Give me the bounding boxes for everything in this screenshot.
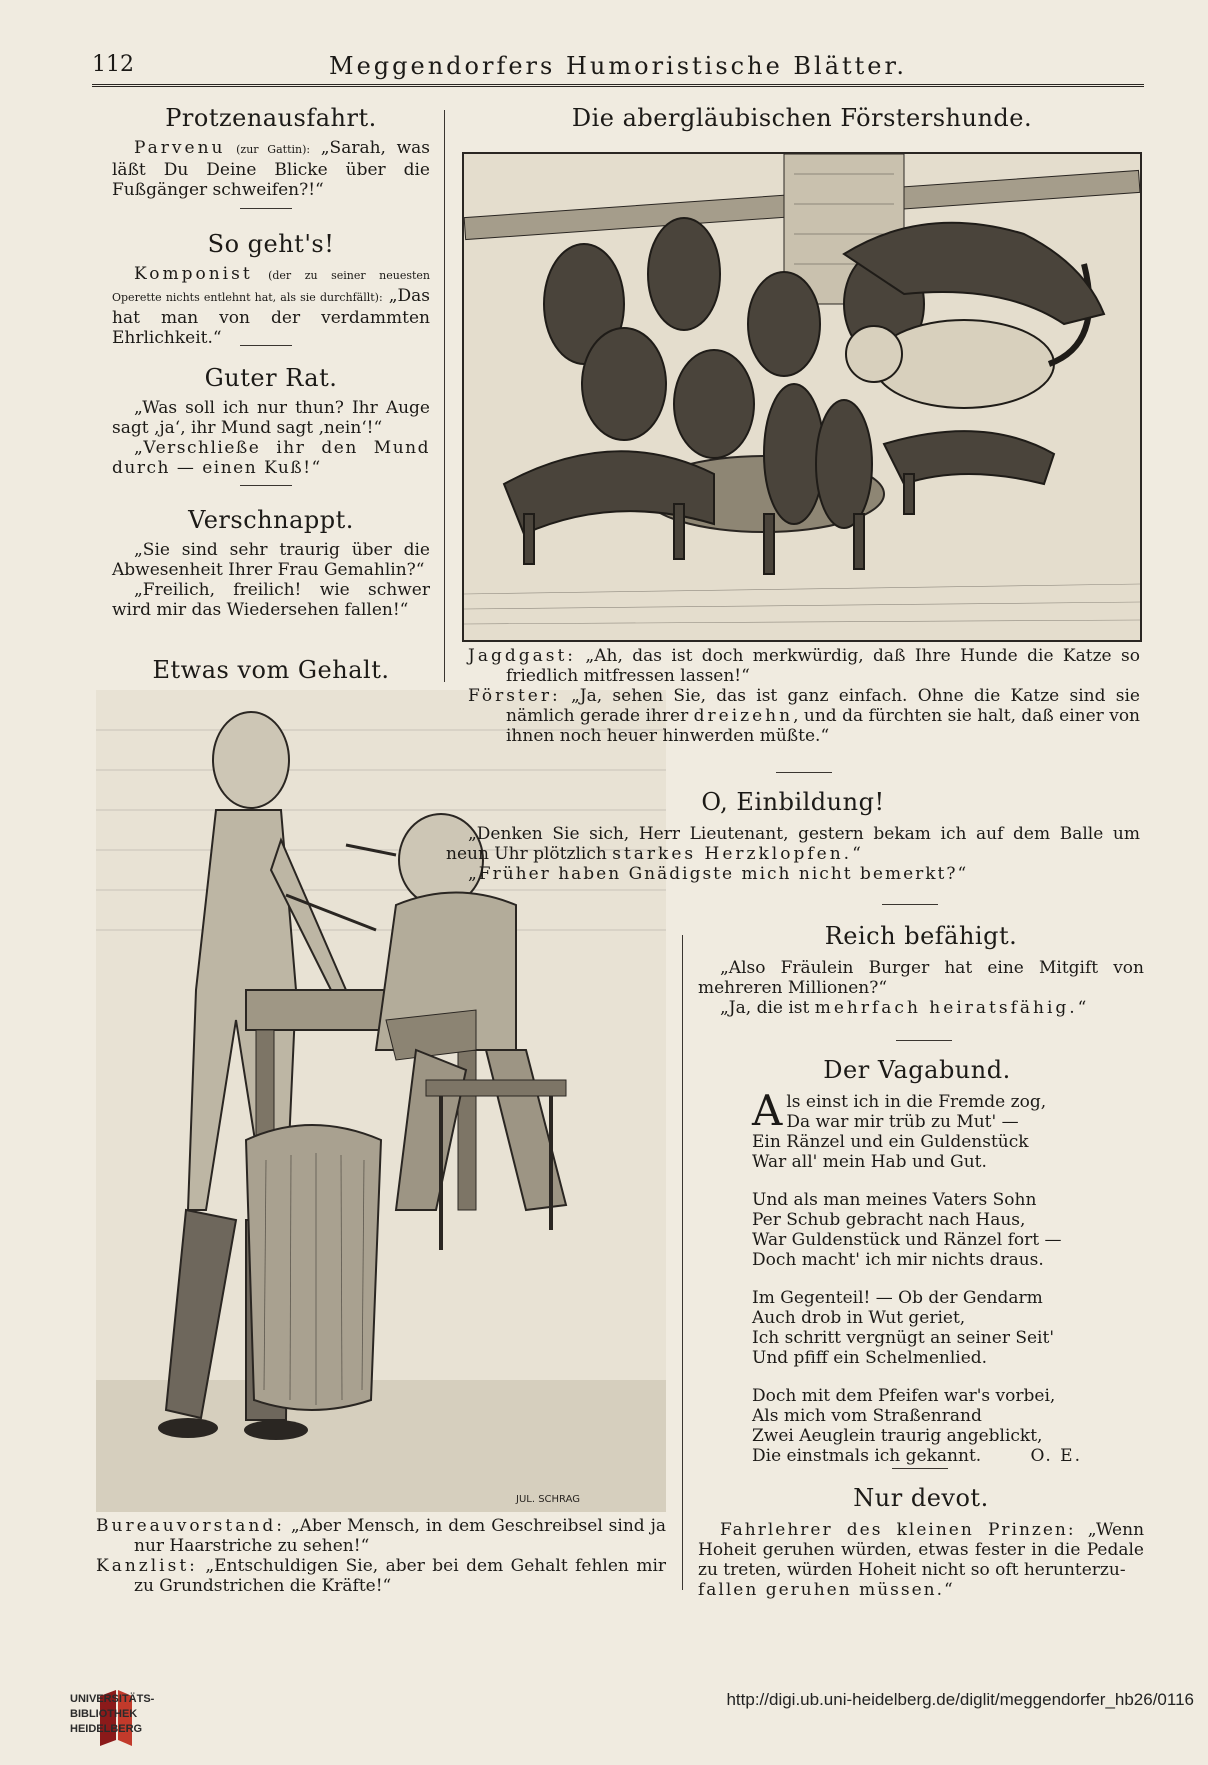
poem-last-line-row [752, 1446, 1082, 1466]
article-title: Der Vagabund. [823, 1056, 1011, 1084]
section-divider [882, 904, 938, 905]
poem-line: Ich schritt vergnügt an seiner Seit' [752, 1328, 1054, 1348]
speaker-name: Fahrlehrer des kleinen Prinzen: [720, 1520, 1076, 1540]
drop-cap: A [752, 1086, 783, 1135]
poem-stanza-2 [752, 1190, 1082, 1270]
library-name-line: UNIVERSITÄTS- [70, 1693, 155, 1705]
article-title: Die abergläubischen Förstershunde. [571, 104, 1033, 132]
section-divider [240, 485, 292, 486]
article-einbildung [446, 788, 1140, 884]
emphasis-text: starkes Herzklopfen. [612, 844, 853, 864]
poem-line: Und pfiff ein Schelmenlied. [752, 1348, 988, 1368]
poem-line: War all' mein Hab und Gut. [752, 1152, 987, 1172]
article-gehalt-caption [96, 1516, 666, 1596]
dogs-illustration [462, 152, 1142, 642]
article-title: Etwas vom Gehalt. [152, 656, 390, 684]
dialogue-text: „Denken Sie sich, Herr Lieutenant, gestern bekam ich auf dem Balle um neun Uhr plötzlich [446, 824, 1140, 864]
poem-line: Als mich vom Straßenrand [752, 1406, 982, 1426]
speaker-name: Jagdgast: [468, 646, 577, 666]
article-title: O, Einbildung! [701, 788, 885, 816]
poem-signature: O. E. [1030, 1446, 1082, 1466]
speaker-name: Komponist [134, 264, 253, 284]
poem-der-vagabund [752, 1056, 1082, 1484]
dialogue-text: , und da fürchten sie halt, daß einer von ihnen noch heuer hinwerden müßte.“ [506, 706, 1141, 746]
column-rule-upper [444, 110, 445, 682]
poem-stanza-1 [752, 1086, 1082, 1172]
article-so-gehts [112, 230, 430, 348]
dialogue-text: „Sarah, was läßt Du Deine Blicke über die Fußgänger schweifen?!“ [112, 138, 430, 200]
poem-line: Da war mir trüb zu Mut' — [786, 1112, 1019, 1132]
article-guter-rat [112, 364, 430, 478]
poem-line: Ein Ränzel und ein Guldenstück [752, 1132, 1029, 1152]
poem-stanza-3 [752, 1288, 1082, 1368]
dialogue-line: „Also Fräulein Burger hat eine Mitgift von mehreren Millionen?“ [698, 958, 1144, 998]
column-rule-lower [682, 935, 683, 1590]
article-title: Reich befähigt. [824, 922, 1018, 950]
dialogue-text: „Ah, das ist doch merkwürdig, daß Ihre Hunde die Katze so friedlich mitfressen lassen!“ [506, 646, 1140, 686]
speaker-note: (der zu seiner neuesten Operette nichts entlehnt hat, als sie durchfällt): [112, 269, 430, 304]
poem-line: ls einst ich in die Fremde zog, [786, 1092, 1047, 1112]
article-protzenausfahrt [112, 104, 430, 200]
dialogue-line: „Was soll ich nur thun? Ihr Auge sagt ‚ja‘, ihr Mund sagt ‚nein‘!“ [112, 398, 430, 438]
library-name-line: HEIDELBERG [70, 1723, 143, 1735]
speaker-name: Parvenu [134, 138, 226, 158]
dialogue-text: „Entschuldigen Sie, aber bei dem Gehalt fehlen mir zu Grundstrichen die Kräfte!“ [134, 1556, 667, 1596]
page-header [92, 50, 1144, 87]
poem-line: Doch mit dem Pfeifen war's vorbei, [752, 1386, 1056, 1406]
section-divider [896, 1040, 952, 1041]
section-divider [240, 345, 292, 346]
emphasis-text: dreizehn [693, 706, 794, 726]
source-url-link[interactable]: http://digi.ub.uni-heidelberg.de/diglit/meggendorfer_hb26/0116 [726, 1690, 1194, 1709]
article-title: Verschnappt. [188, 506, 354, 534]
speaker-name: Kanzlist: [96, 1556, 198, 1576]
article-title: So geht's! [207, 230, 335, 258]
dialogue-text: „Das hat man von der verdammten Ehrlichkeit.“ [112, 286, 430, 348]
poem-line: Doch macht' ich mir nichts draus. [752, 1250, 1044, 1270]
article-title: Nur devot. [853, 1484, 989, 1512]
article-nur-devot [698, 1484, 1144, 1600]
dogs-engraving [464, 154, 1140, 640]
section-divider [892, 1468, 948, 1469]
running-title: Meggendorfers Humoristische Blätter. [329, 52, 907, 80]
dialogue-line: fallen geruhen müssen.“ [698, 1580, 955, 1600]
article-hunde-caption [468, 646, 1140, 746]
dialogue-text: „Ja, die ist [720, 998, 810, 1018]
dialogue-line: „Freilich, freilich! wie schwer wird mir das Wiedersehen fallen!“ [112, 580, 430, 620]
poem-stanza-4 [752, 1386, 1082, 1466]
dialogue-line: „Sie sind sehr traurig über die Abwesenheit Ihrer Frau Gemahlin?“ [112, 540, 430, 580]
dialogue-text: “ [852, 844, 861, 864]
dialogue-text: „Wenn Hoheit geruhen würden, etwas fester in die Pedale zu treten, würden Hoheit nicht so oft herunterzu- [698, 1520, 1145, 1580]
section-divider [240, 208, 292, 209]
poem-line: Im Gegenteil! — Ob der Gendarm [752, 1288, 1043, 1308]
article-reich [698, 922, 1144, 1018]
article-gehalt-title [112, 656, 430, 684]
page-number: 112 [92, 52, 134, 77]
speaker-note: (zur Gattin): [236, 143, 311, 156]
article-title: Guter Rat. [204, 364, 338, 392]
emphasis-text: mehrfach heiratsfähig. [814, 998, 1078, 1018]
library-name-line: BIBLIOTHEK [70, 1708, 138, 1720]
illustrator-signature: JUL. SCHRAG [516, 1494, 581, 1505]
article-verschnappt [112, 506, 430, 620]
article-hunde-title [462, 104, 1142, 132]
poem-line: War Guldenstück und Ränzel fort — [752, 1230, 1062, 1250]
poem-line: Die einstmals ich gekannt. [752, 1446, 982, 1466]
library-name [70, 1692, 154, 1737]
dialogue-text: “ [1077, 998, 1087, 1018]
dialogue-line: „Früher haben Gnädigste mich nicht bemerkt?“ [468, 864, 969, 884]
section-divider [776, 772, 832, 773]
poem-line: Auch drob in Wut geriet, [752, 1308, 966, 1328]
poem-line: Und als man meines Vaters Sohn [752, 1190, 1037, 1210]
dialogue-text: „Aber Mensch, in dem Geschreibsel sind ja nur Haarstriche zu sehen!“ [134, 1516, 667, 1556]
speaker-name: Förster: [468, 686, 561, 706]
dialogue-text: „Ja, sehen Sie, das ist ganz einfach. Ohne die Katze sind sie nämlich gerade ihrer [506, 686, 1140, 726]
speaker-name: Bureauvorstand: [96, 1516, 285, 1536]
poem-line: Per Schub gebracht nach Haus, [752, 1210, 1026, 1230]
dialogue-line: „Verschließe ihr den Mund durch — einen Kuß!“ [112, 438, 430, 478]
article-title: Protzenausfahrt. [165, 104, 377, 132]
poem-line: Zwei Aeuglein traurig angeblickt, [752, 1426, 1043, 1446]
